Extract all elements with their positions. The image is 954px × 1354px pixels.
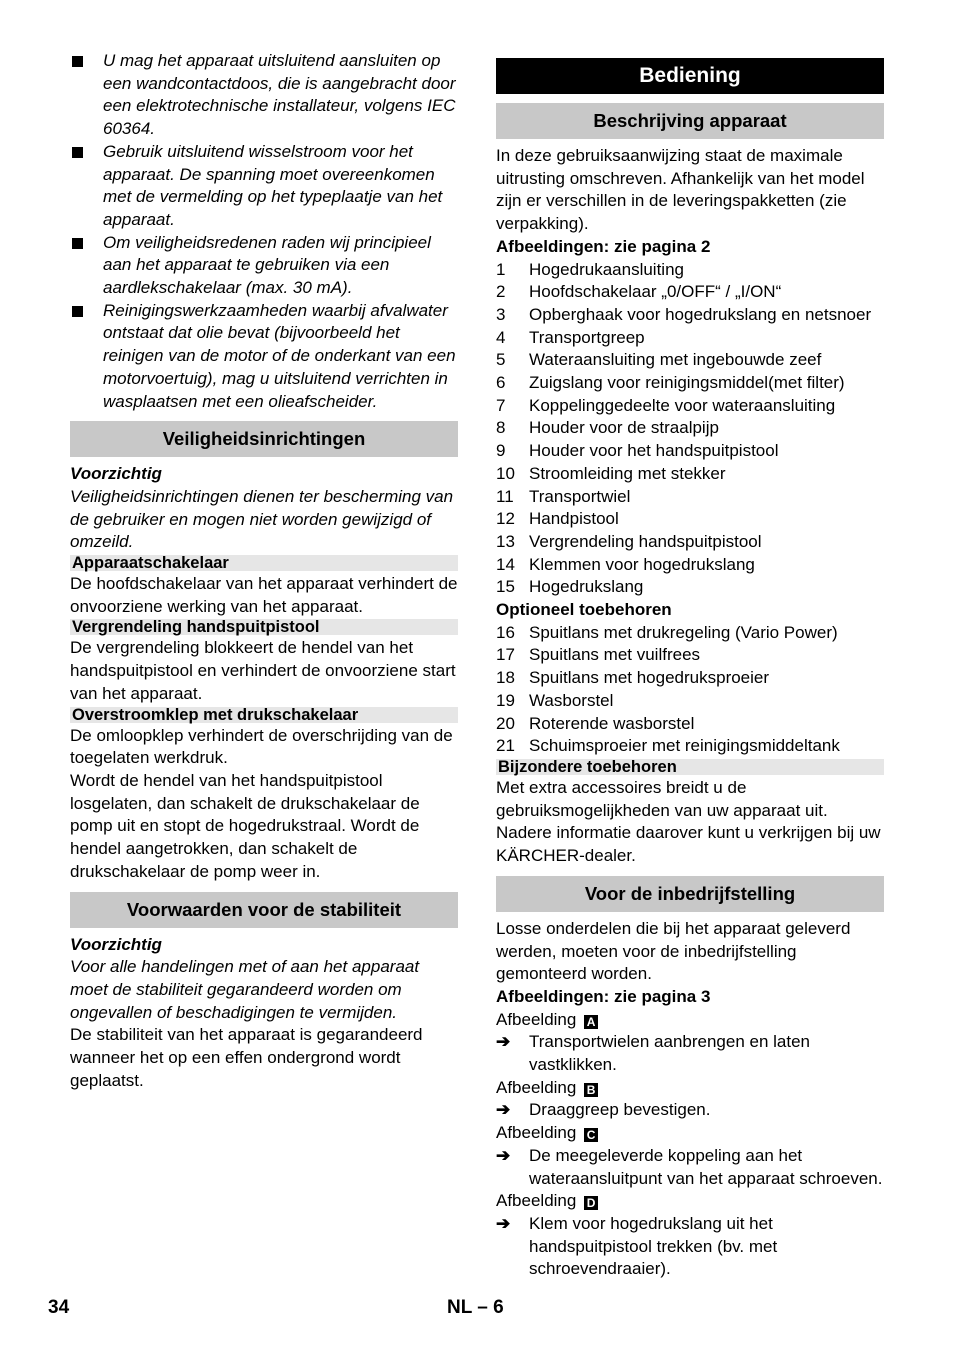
item-number: 11: [496, 486, 514, 506]
item-label: Wasborstel: [529, 690, 614, 710]
item-label: Klemmen voor hogedrukslang: [529, 554, 755, 574]
list-item: [496, 576, 884, 599]
subheading-device-switch: Apparaatschakelaar: [70, 555, 458, 571]
bullet-item: Om veiligheidsredenen raden wij principieel aan het apparaat te gebruiken via een aardlekschakelaar (max. 30 mA).: [70, 232, 458, 300]
figure-letter-badge: A: [584, 1015, 598, 1029]
item-label: Spuitlans met drukregeling (Vario Power): [529, 622, 838, 642]
item-label: Wateraansluiting met ingebouwde zeef: [529, 350, 822, 370]
item-number: 13: [496, 531, 515, 551]
item-number: 7: [496, 395, 506, 415]
list-item: [496, 327, 884, 350]
item-number: 10: [496, 463, 515, 483]
square-bullet-icon: [72, 147, 83, 158]
item-label: Opberghaak voor hogedrukslang en netsnoer: [529, 304, 872, 324]
arrow-right-icon: ➔: [496, 1100, 511, 1120]
list-item: [496, 713, 884, 736]
figure-reference: [496, 1122, 884, 1145]
optional-parts-list: [496, 622, 884, 758]
step-text: Transportwielen aanbrengen en laten vastklikken.: [529, 1032, 811, 1075]
instruction-step: [496, 1213, 884, 1281]
square-bullet-icon: [72, 306, 83, 317]
startup-steps: [496, 1009, 884, 1281]
figure-word: Afbeelding: [496, 1123, 577, 1143]
item-number: 18: [496, 668, 515, 688]
figure-reference: [496, 1009, 884, 1032]
item-label: Houder voor het handspuitpistool: [529, 441, 779, 461]
item-number: 2: [496, 282, 506, 302]
item-label: Stroomleiding met stekker: [529, 463, 726, 483]
list-item: [496, 372, 884, 395]
figure-word: Afbeelding: [496, 1009, 577, 1029]
instruction-step: [496, 1031, 884, 1076]
paragraph: In deze gebruiksaanwijzing staat de maximale uitrusting omschreven. Afhankelijk van het model zijn er verschillen in de leveringspakketten (zie verpakking).: [496, 146, 865, 234]
item-number: 1: [496, 259, 506, 279]
item-label: Transportwiel: [529, 486, 631, 506]
step-text: Draaggreep bevestigen.: [529, 1100, 711, 1120]
paragraph: Wordt de hendel van het handspuitpistool losgelaten, dan schakelt de drukschakelaar de pomp uit en stopt de hogedrukstraal. Wordt de hendel aangetrokken, dan schakelt de drukschakelaar de pomp weer in.: [70, 770, 420, 881]
list-item: [496, 349, 884, 372]
item-label: Transportgreep: [529, 327, 645, 347]
language-page-label: NL – 6: [447, 1297, 504, 1318]
section-heading-safety: Veiligheidsinrichtingen: [70, 421, 458, 457]
item-number: 12: [496, 509, 515, 529]
caution-label: Voorzichtig: [70, 934, 162, 954]
item-label: Zuigslang voor reinigingsmiddel(met filter): [529, 373, 845, 393]
item-number: 15: [496, 577, 515, 597]
list-item: [496, 690, 884, 713]
item-label: Koppelinggedeelte voor wateraansluiting: [529, 395, 836, 415]
list-item: [496, 440, 884, 463]
figure-word: Afbeelding: [496, 1191, 577, 1211]
left-column: [70, 50, 458, 1092]
page-number: 34: [48, 1297, 70, 1318]
arrow-right-icon: ➔: [496, 1213, 511, 1233]
item-number: 5: [496, 350, 506, 370]
parts-list: [496, 259, 884, 600]
item-number: 20: [496, 713, 515, 733]
list-item: [496, 735, 884, 758]
item-label: Houder voor de straalpijp: [529, 418, 719, 438]
optional-accessories-label: Optioneel toebehoren: [496, 600, 672, 620]
caution-text: Voor alle handelingen met of aan het apparaat moet de stabiliteit gegarandeerd worden om ongevallen of beschadigingen te vermijden.: [70, 957, 420, 1022]
figure-word: Afbeelding: [496, 1077, 577, 1097]
square-bullet-icon: [72, 56, 83, 67]
subheading-gun-lock: Vergrendeling handspuitpistool: [70, 619, 458, 635]
step-text: De meegeleverde koppeling aan het wateraansluitpunt van het apparaat schroeven.: [529, 1145, 883, 1188]
list-item: [496, 508, 884, 531]
item-label: Hogedrukslang: [529, 577, 644, 597]
item-number: 16: [496, 622, 515, 642]
list-item: [496, 463, 884, 486]
subheading-special-accessories: Bijzondere toebehoren: [496, 759, 884, 775]
item-label: Hoofdschakelaar „0/OFF“ / „I/ON“: [529, 282, 782, 302]
item-number: 8: [496, 418, 506, 438]
paragraph: De vergrendeling blokkeert de hendel van het handspuitpistool en verhindert de onvoorziene start van het apparaat.: [70, 638, 456, 703]
item-label: Roterende wasborstel: [529, 713, 695, 733]
item-number: 6: [496, 373, 506, 393]
figure-letter-badge: C: [584, 1128, 598, 1142]
bullet-item: U mag het apparaat uitsluitend aansluiten op een wandcontactdoos, die is aangebracht door een elektrotechnische installateur, volgens IEC 60364.: [70, 50, 458, 141]
item-number: 17: [496, 645, 515, 665]
figures-reference: Afbeeldingen: zie pagina 3: [496, 986, 711, 1006]
bullet-item: Gebruik uitsluitend wisselstroom voor het apparaat. De spanning moet overeenkomen met de vermelding op het typeplaatje van het apparaat.: [70, 141, 458, 232]
bullet-item: Reinigingswerkzaamheden waarbij afvalwater ontstaat dat olie bevat (bijvoorbeeld het reinigen van de motor of de onderkant van een motorvoertuig), mag u uitsluitend verrichten in wasplaatsen met een olieafscheider.: [70, 300, 458, 414]
list-item: [496, 417, 884, 440]
caution-label: Voorzichtig: [70, 464, 162, 484]
section-heading-startup: Voor de inbedrijfstelling: [496, 876, 884, 912]
list-item: [496, 644, 884, 667]
figure-letter-badge: D: [584, 1196, 598, 1210]
list-item: [496, 395, 884, 418]
figures-reference: Afbeeldingen: zie pagina 2: [496, 236, 711, 256]
item-label: Hogedrukaansluiting: [529, 259, 684, 279]
right-column: [496, 50, 884, 1281]
item-number: 9: [496, 441, 506, 461]
list-item: [496, 486, 884, 509]
list-item: [496, 259, 884, 282]
section-heading-description: Beschrijving apparaat: [496, 103, 884, 139]
item-number: 14: [496, 554, 515, 574]
item-number: 19: [496, 690, 515, 710]
item-number: 3: [496, 304, 506, 324]
square-bullet-icon: [72, 238, 83, 249]
list-item: [496, 667, 884, 690]
figure-reference: [496, 1190, 884, 1213]
paragraph: De omloopklep verhindert de overschrijding van de toegelaten werkdruk.: [70, 725, 453, 768]
paragraph: De stabiliteit van het apparaat is gegarandeerd wanneer het op een effen ondergrond wordt geplaatst.: [70, 1025, 423, 1090]
arrow-right-icon: ➔: [496, 1032, 511, 1052]
paragraph: Met extra accessoires breidt u de gebruiksmogelijkheden van uw apparaat uit. Nadere informatie daarover kunt u verkrijgen bij uw KÄRCHER-dealer.: [496, 777, 881, 866]
list-item: [496, 622, 884, 645]
figure-letter-badge: B: [584, 1083, 598, 1097]
paragraph: Losse onderdelen die bij het apparaat geleverd werden, moeten voor de inbedrijfstelling gemonteerd worden.: [496, 918, 851, 984]
arrow-right-icon: ➔: [496, 1145, 511, 1165]
item-label: Schuimsproeier met reinigingsmiddeltank: [529, 736, 840, 756]
item-label: Spuitlans met hogedruksproeier: [529, 668, 770, 688]
item-label: Vergrendeling handspuitpistool: [529, 531, 762, 551]
section-heading-stability: Voorwaarden voor de stabiliteit: [70, 892, 458, 928]
step-text: Klem voor hogedrukslang uit het handspuitpistool trekken (bv. met schroevendraaier).: [529, 1213, 778, 1279]
instruction-step: [496, 1145, 884, 1190]
chapter-heading: Bediening: [496, 58, 884, 94]
instruction-step: [496, 1099, 884, 1122]
figure-reference: [496, 1077, 884, 1100]
list-item: [496, 531, 884, 554]
item-label: Spuitlans met vuilfrees: [529, 645, 701, 665]
list-item: [496, 554, 884, 577]
item-number: 21: [496, 736, 515, 756]
list-item: [496, 281, 884, 304]
paragraph: De hoofdschakelaar van het apparaat verhindert de onvoorziene werking van het apparaat.: [70, 574, 458, 616]
caution-text: Veiligheidsinrichtingen dienen ter bescherming van de gebruiker en mogen niet worden gewijzigd of omzeild.: [70, 486, 454, 552]
subheading-overflow-valve: Overstroomklep met drukschakelaar: [70, 707, 458, 723]
item-number: 4: [496, 327, 506, 347]
item-label: Handpistool: [529, 509, 619, 529]
list-item: [496, 304, 884, 327]
